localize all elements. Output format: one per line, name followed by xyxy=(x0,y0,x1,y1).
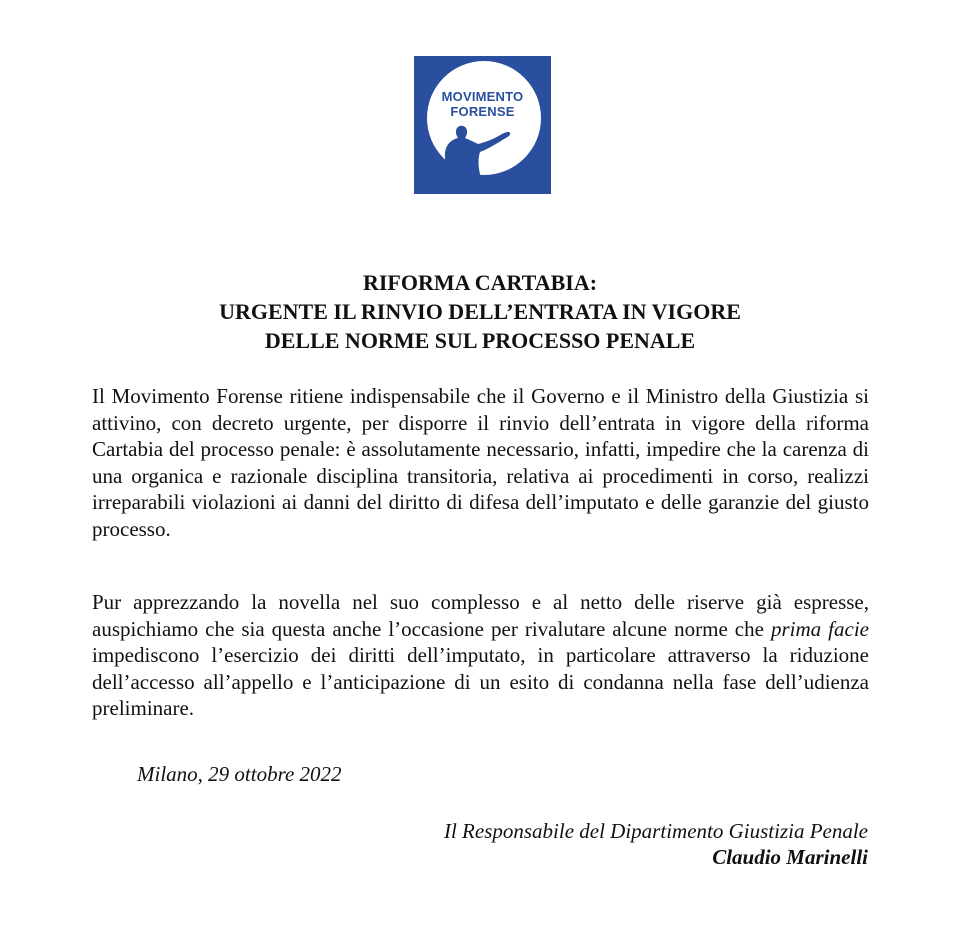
title-line-2: URGENTE IL RINVIO DELL’ENTRATA IN VIGORE xyxy=(219,299,741,324)
paragraph-2-text-start: Pur apprezzando la novella nel suo complesso e al netto delle riserve già espresse, auspichiamo che sia questa anche l’occasione per rivalutare alcune norme che xyxy=(92,590,869,641)
title-line-1: RIFORMA CARTABIA: xyxy=(362,270,598,295)
movimento-forense-logo xyxy=(414,56,551,194)
document-title xyxy=(0,268,960,355)
title-line-3: DELLE NORME SUL PROCESSO PENALE xyxy=(264,328,696,353)
body-paragraph-2 xyxy=(92,589,869,722)
place-and-date: Milano, 29 ottobre 2022 xyxy=(137,762,342,786)
paragraph-2-italic-phrase: prima facie xyxy=(770,616,869,641)
signature-name: Claudio Marinelli xyxy=(712,845,868,869)
body-paragraph-1: Il Movimento Forense ritiene indispensabile che il Governo e il Ministro della Giustizia si attivino, con decreto urgente, per disporre il rinvio dell’entrata in vigore della riforma Cartabia del processo penale: è assolutamente necessario, infatti, impedire che la carenza di una organica e razionale disciplina transitoria, relativa ai procedimenti in corso, realizzi irreparabili violazioni ai danni del diritto di difesa dell’imputato e delle garanzie del giusto processo. xyxy=(92,384,869,541)
signature-role: Il Responsabile del Dipartimento Giustizia Penale xyxy=(443,819,868,843)
signature-block xyxy=(444,818,868,870)
logo-text-line1: MOVIMENTO xyxy=(441,89,524,104)
orator-silhouette-icon xyxy=(414,56,551,194)
paragraph-2-text-end: impediscono l’esercizio dei diritti dell’imputato, in particolare attraverso la riduzione dell’accesso all’appello e l’anticipazione di un esito di condanna nella fase dell’udienza preliminare. xyxy=(92,643,869,721)
logo-text-line2: FORENSE xyxy=(450,104,515,119)
